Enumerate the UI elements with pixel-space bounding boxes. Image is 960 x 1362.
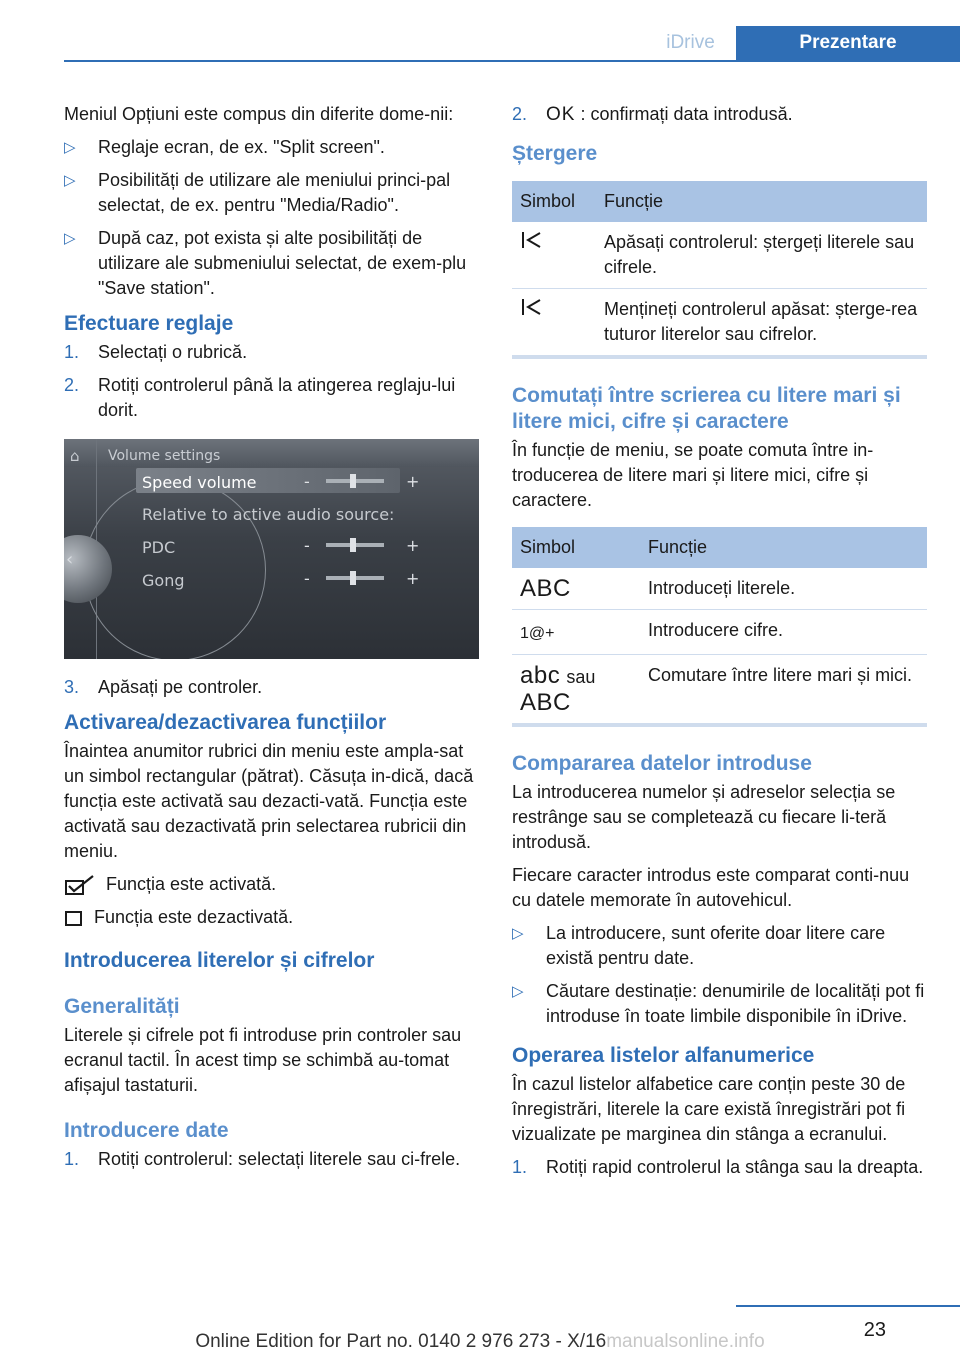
screen-title: Volume settings xyxy=(108,448,221,464)
chevron-left-icon: ‹ xyxy=(66,549,74,570)
triangle-bullet-icon: ▷ xyxy=(64,139,76,156)
heading-stergere: Ștergere xyxy=(512,142,598,165)
bullet-item: ▷ Reglaje ecran, de ex. "Split screen". xyxy=(64,135,479,160)
home-icon: ⌂ xyxy=(70,447,80,465)
screen-row-gong: Gong xyxy=(142,571,185,590)
comparare-bullet-list xyxy=(512,921,927,1029)
uppercase-abc-icon: ABC xyxy=(520,575,571,602)
minus-sign: - xyxy=(304,536,310,555)
func-activated-line: Funcția este activată. xyxy=(64,872,479,897)
right-column xyxy=(512,102,927,1188)
table-header-symbol: Simbol xyxy=(512,181,596,222)
reglaje-steps xyxy=(64,340,479,423)
comutati-table xyxy=(512,527,927,727)
table-header-row xyxy=(512,527,927,568)
heading-introducere-litere: Introducerea literelor și cifrelor xyxy=(64,949,375,972)
plus-sign: + xyxy=(406,472,420,491)
edition-text: Online Edition for Part no. 0140 2 976 273 - X/16 xyxy=(195,1331,607,1352)
screen-row-relative: Relative to active audio source: xyxy=(142,505,395,524)
slider-bar xyxy=(326,576,384,580)
table-header-function: Funcție xyxy=(596,181,927,222)
numbers-symbols-icon: 1@+ xyxy=(520,625,555,642)
heading-introducere-date: Introducere date xyxy=(64,1119,229,1142)
heading-efectuare-reglaje: Efectuare reglaje xyxy=(64,312,234,335)
heading-comparare: Compararea datelor introduse xyxy=(512,752,812,775)
checkbox-checked-icon xyxy=(64,874,96,896)
triangle-bullet-icon: ▷ xyxy=(512,983,524,1000)
step-item: 1. Selectați o rubrică. xyxy=(64,342,248,362)
step-item: 1. Rotiți rapid controlerul la stânga sau la dreapta. xyxy=(512,1157,924,1177)
bullet-item: ▷ Posibilități de utilizare ale meniului princi‐pal selectat, de ex. pentru "Media/Radio". xyxy=(64,170,451,215)
step-item: 3. Apăsați pe controler. xyxy=(64,677,263,697)
func-deactivated-line: Funcția este dezactivată. xyxy=(64,905,479,930)
minus-sign: - xyxy=(304,472,310,491)
heading-generalitati: Generalități xyxy=(64,995,180,1018)
lowercase-abc-icon: abc xyxy=(520,662,561,689)
table-row: abc sau ABC Comutare între litere mari și mici. xyxy=(512,655,927,726)
table-header-row xyxy=(512,181,927,222)
table-row: 1@+ Introducere cifre. xyxy=(512,610,927,655)
header-tab-prezentare: Prezentare xyxy=(736,26,960,60)
generalitati-paragraph: Literele și cifrele pot fi introduse prin controler sau ecranul tactil. În acest timp se schimbă au‐tomat afișajul tastaturii. xyxy=(64,1025,462,1095)
heading-comutati: Comutați între scrierea cu litere mari și litere mici, cifre și caractere xyxy=(512,384,901,433)
table-header-symbol: Simbol xyxy=(512,527,640,568)
screen-row-pdc: PDC xyxy=(142,538,176,557)
intro-paragraph: Meniul Opțiuni este compus din diferite dome‐nii: xyxy=(64,104,454,124)
triangle-bullet-icon: ▷ xyxy=(64,172,76,189)
footer-edition xyxy=(0,1331,960,1353)
slider-bar xyxy=(326,479,384,483)
bullet-item: ▷ După caz, pot exista și alte posibilități de utilizare ale submeniului selectat, de exem‐plu "Save station". xyxy=(64,228,467,298)
table-row: Apăsați controlerul: ștergeți literele sau cifrele. xyxy=(512,222,927,289)
uppercase-abc-icon: ABC xyxy=(520,689,571,716)
heading-operare: Operarea listelor alfanumerice xyxy=(512,1044,815,1067)
table-row: ABC Introduceți literele. xyxy=(512,568,927,610)
stergere-table xyxy=(512,181,927,359)
header-tab-idrive: iDrive xyxy=(645,26,736,60)
checkbox-empty-icon xyxy=(64,909,84,927)
minus-sign: - xyxy=(304,569,310,588)
plus-sign: + xyxy=(406,569,420,588)
options-bullet-list xyxy=(64,135,479,301)
introducere-step2 xyxy=(512,102,927,127)
watermark-text: manualsonline.info xyxy=(606,1331,765,1352)
header-rule xyxy=(64,60,960,62)
triangle-bullet-icon: ▷ xyxy=(64,230,76,247)
step-item: 1. Rotiți controlerul: selectați literele sau ci‐frele. xyxy=(64,1149,461,1169)
delete-back-icon xyxy=(520,297,544,317)
reglaje-step3 xyxy=(64,675,479,700)
left-column xyxy=(64,102,479,1180)
table-row: Mențineți controlerul apăsat: șterge‐rea tuturor literelor sau cifrelor. xyxy=(512,289,927,358)
delete-back-icon xyxy=(520,230,544,250)
comparare-paragraph-2: Fiecare caracter introdus este comparat conti‐nuu cu datele memorate în autovehicul. xyxy=(512,865,910,910)
table-header-function: Funcție xyxy=(640,527,927,568)
operare-paragraph: În cazul listelor alfabetice care conțin peste 30 de înregistrări, literele la care există înregistrări pot fi vizualizate pe marginea din stânga a ecranului. xyxy=(512,1074,906,1144)
screen-row-speed-volume: Speed volume xyxy=(142,473,257,492)
step-item: 2. OK : confirmați data introdusă. xyxy=(512,104,793,125)
bullet-item: ▷ Căutare destinație: denumirile de localități pot fi introduse în toate limbile disponibile în iDrive. xyxy=(512,981,925,1026)
introducere-steps xyxy=(64,1147,479,1172)
triangle-bullet-icon: ▷ xyxy=(512,925,524,942)
bullet-item: ▷ La introducere, sunt oferite doar litere care există pentru date. xyxy=(512,923,886,968)
step-item: 2. Rotiți controlerul până la atingerea reglaju‐lui dorit. xyxy=(64,375,456,420)
operare-steps xyxy=(512,1155,927,1180)
footer-rule xyxy=(736,1305,960,1307)
heading-activare: Activarea/dezactivarea funcțiilor xyxy=(64,711,387,734)
page-number: 23 xyxy=(863,1319,886,1341)
comparare-paragraph-1: La introducerea numelor și adreselor selecția se restrânge sau se completează cu fiecare li‐teră introdusă. xyxy=(512,782,896,852)
slider-bar xyxy=(326,543,384,547)
comutati-paragraph: În funcție de meniu, se poate comuta între in‐troducerea de litere mari și litere mici, cifre și caractere. xyxy=(512,440,874,510)
ok-symbol-icon: OK xyxy=(546,104,576,125)
volume-settings-screenshot xyxy=(64,439,479,659)
activare-paragraph: Înaintea anumitor rubrici din meniu este ampla‐sat un simbol rectangular (pătrat). Căsuța in‐dică, dacă funcția este activată sau dezacti‐vată. Funcția este activată sau dezactivată prin selectarea rubricii din meniu. xyxy=(64,741,474,861)
plus-sign: + xyxy=(406,536,420,555)
